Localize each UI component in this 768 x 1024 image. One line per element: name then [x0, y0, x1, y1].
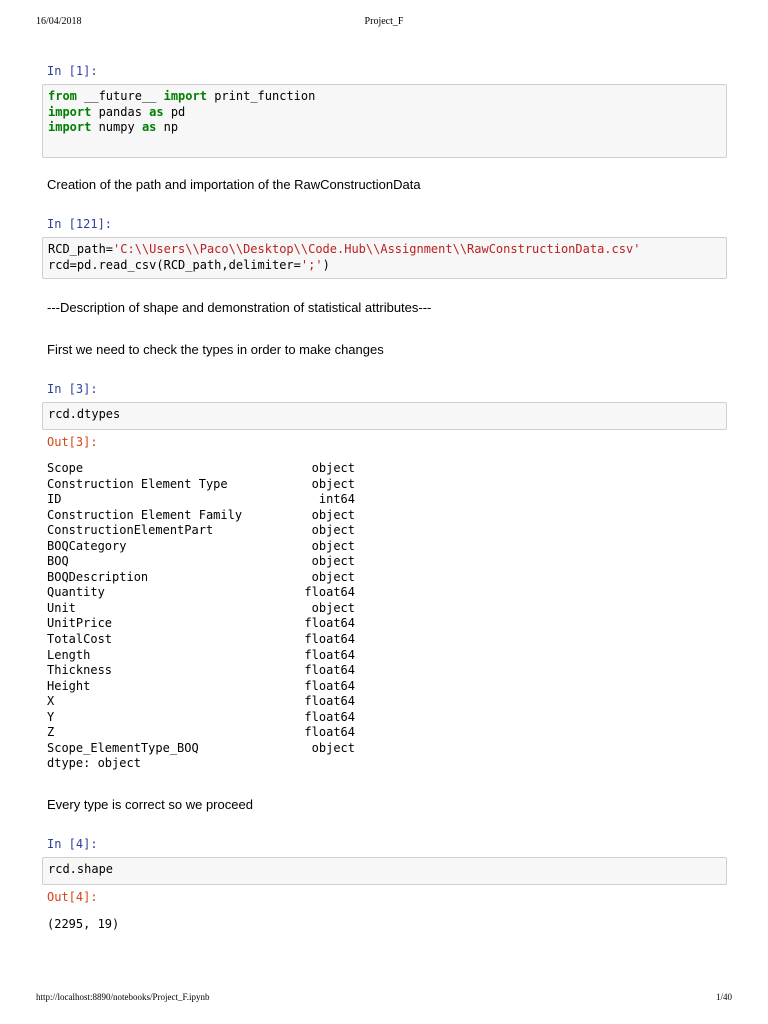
code-token: rcd=pd.read_csv(RCD_path,delimiter= [48, 257, 301, 272]
dtype-row [47, 570, 377, 586]
column-dtype: object [311, 507, 355, 522]
code-cell[interactable] [42, 857, 727, 885]
column-dtype: object [311, 538, 355, 553]
column-dtype: float64 [304, 694, 355, 709]
code-string: ';' [300, 257, 323, 272]
code-token: ) [322, 257, 330, 272]
input-prompt: In [1]: [47, 64, 98, 78]
dtype-row [47, 477, 377, 493]
dtype-row [47, 741, 377, 757]
column-name: X [47, 694, 55, 709]
code-keyword: as [149, 104, 164, 119]
code-token: __future__ [76, 89, 164, 103]
column-dtype: object [311, 523, 355, 538]
column-dtype: float64 [304, 678, 355, 693]
markdown-text: First we need to check the types in order to make changes [47, 342, 384, 357]
column-dtype: object [311, 600, 355, 615]
column-dtype: float64 [304, 663, 355, 678]
input-prompt: In [4]: [47, 837, 98, 851]
column-name: Construction Element Family [47, 507, 243, 522]
column-name: Scope_ElementType_BOQ [47, 740, 199, 755]
column-dtype: float64 [304, 647, 355, 662]
dtype-row [47, 679, 377, 695]
output-prompt: Out[3]: [47, 435, 98, 449]
code-cell[interactable] [42, 84, 727, 158]
dtype-row [47, 492, 377, 508]
code-token: print_function [206, 89, 316, 103]
dtype-row [47, 710, 377, 726]
column-name: ConstructionElementPart [47, 523, 214, 538]
code-line [48, 120, 721, 136]
column-dtype: int64 [318, 492, 355, 507]
column-name: UnitPrice [47, 616, 113, 631]
dtype-row [47, 616, 377, 632]
column-name: BOQDescription [47, 569, 149, 584]
column-name: Unit [47, 600, 76, 615]
output-prompt: Out[4]: [47, 890, 98, 904]
code-keyword: from [48, 89, 77, 103]
column-name: Height [47, 678, 91, 693]
column-dtype: float64 [304, 725, 355, 740]
dtype-row [47, 585, 377, 601]
markdown-text: ---Description of shape and demonstration of statistical attributes--- [47, 300, 432, 315]
dtype-row [47, 648, 377, 664]
code-token: RCD_path= [48, 242, 114, 256]
column-name: Length [47, 647, 91, 662]
code-line [48, 258, 721, 274]
code-token: np [156, 120, 179, 134]
column-name: Z [47, 725, 55, 740]
code-cell[interactable] [42, 237, 727, 279]
column-dtype: float64 [304, 585, 355, 600]
column-dtype: float64 [304, 709, 355, 724]
code-line [48, 862, 721, 878]
column-name: Thickness [47, 663, 113, 678]
column-name: Construction Element Type [47, 476, 228, 491]
code-keyword: import [48, 120, 92, 134]
column-name: TotalCost [47, 632, 113, 647]
dtype-row [47, 663, 377, 679]
document-title: Project_F [364, 16, 404, 27]
code-string: 'C:\\Users\\Paco\\Desktop\\Code.Hub\\Assignment\\RawConstructionData.csv' [113, 242, 641, 256]
dtype-row [47, 523, 377, 539]
code-keyword: as [141, 120, 157, 134]
code-token: rcd.shape [48, 862, 114, 876]
column-dtype: object [311, 740, 355, 755]
code-block [48, 242, 721, 273]
dtypes-output [47, 461, 377, 772]
code-token: pd [163, 104, 186, 119]
code-line [48, 105, 721, 121]
code-block [48, 89, 721, 136]
markdown-text: Every type is correct so we proceed [47, 797, 253, 812]
column-name: Quantity [47, 585, 105, 600]
notebook-url: http://localhost:8890/notebooks/Project_F.ipynb [36, 992, 210, 1002]
code-line [48, 242, 721, 258]
column-dtype: object [311, 476, 355, 491]
code-token: pandas [91, 104, 150, 119]
column-dtype: object [311, 554, 355, 569]
dtype-row [47, 508, 377, 524]
code-keyword: import [163, 89, 207, 103]
page-number: 1/40 [715, 992, 732, 1002]
page-footer [36, 992, 732, 1006]
code-line [48, 89, 721, 105]
print-date: 16/04/2018 [36, 16, 82, 27]
dtype-row [47, 694, 377, 710]
dtype-row [47, 554, 377, 570]
code-token: numpy [91, 120, 142, 134]
shape-output: (2295, 19) [47, 917, 120, 931]
column-dtype: float64 [304, 632, 355, 647]
column-dtype: object [311, 569, 355, 584]
dtype-row [47, 632, 377, 648]
code-block [48, 407, 721, 423]
input-prompt: In [3]: [47, 382, 98, 396]
dtype-row [47, 725, 377, 741]
input-prompt: In [121]: [47, 217, 113, 231]
column-name: Y [47, 709, 55, 724]
dtype-row [47, 539, 377, 555]
dtype-row [47, 461, 377, 477]
markdown-text: Creation of the path and importation of the RawConstructionData [47, 177, 421, 192]
column-name: Scope [47, 461, 84, 475]
column-dtype: float64 [304, 616, 355, 631]
column-name: ID [47, 492, 62, 507]
dtype-row [47, 601, 377, 617]
code-line [48, 407, 721, 423]
column-name: BOQ [47, 554, 69, 569]
page-header [36, 16, 732, 30]
code-token: rcd.dtypes [48, 407, 121, 421]
column-dtype: object [311, 461, 355, 475]
code-keyword: import [48, 104, 92, 119]
dtype-footer: dtype: object [47, 756, 141, 771]
code-cell[interactable] [42, 402, 727, 430]
column-name: BOQCategory [47, 538, 127, 553]
code-block [48, 862, 721, 878]
